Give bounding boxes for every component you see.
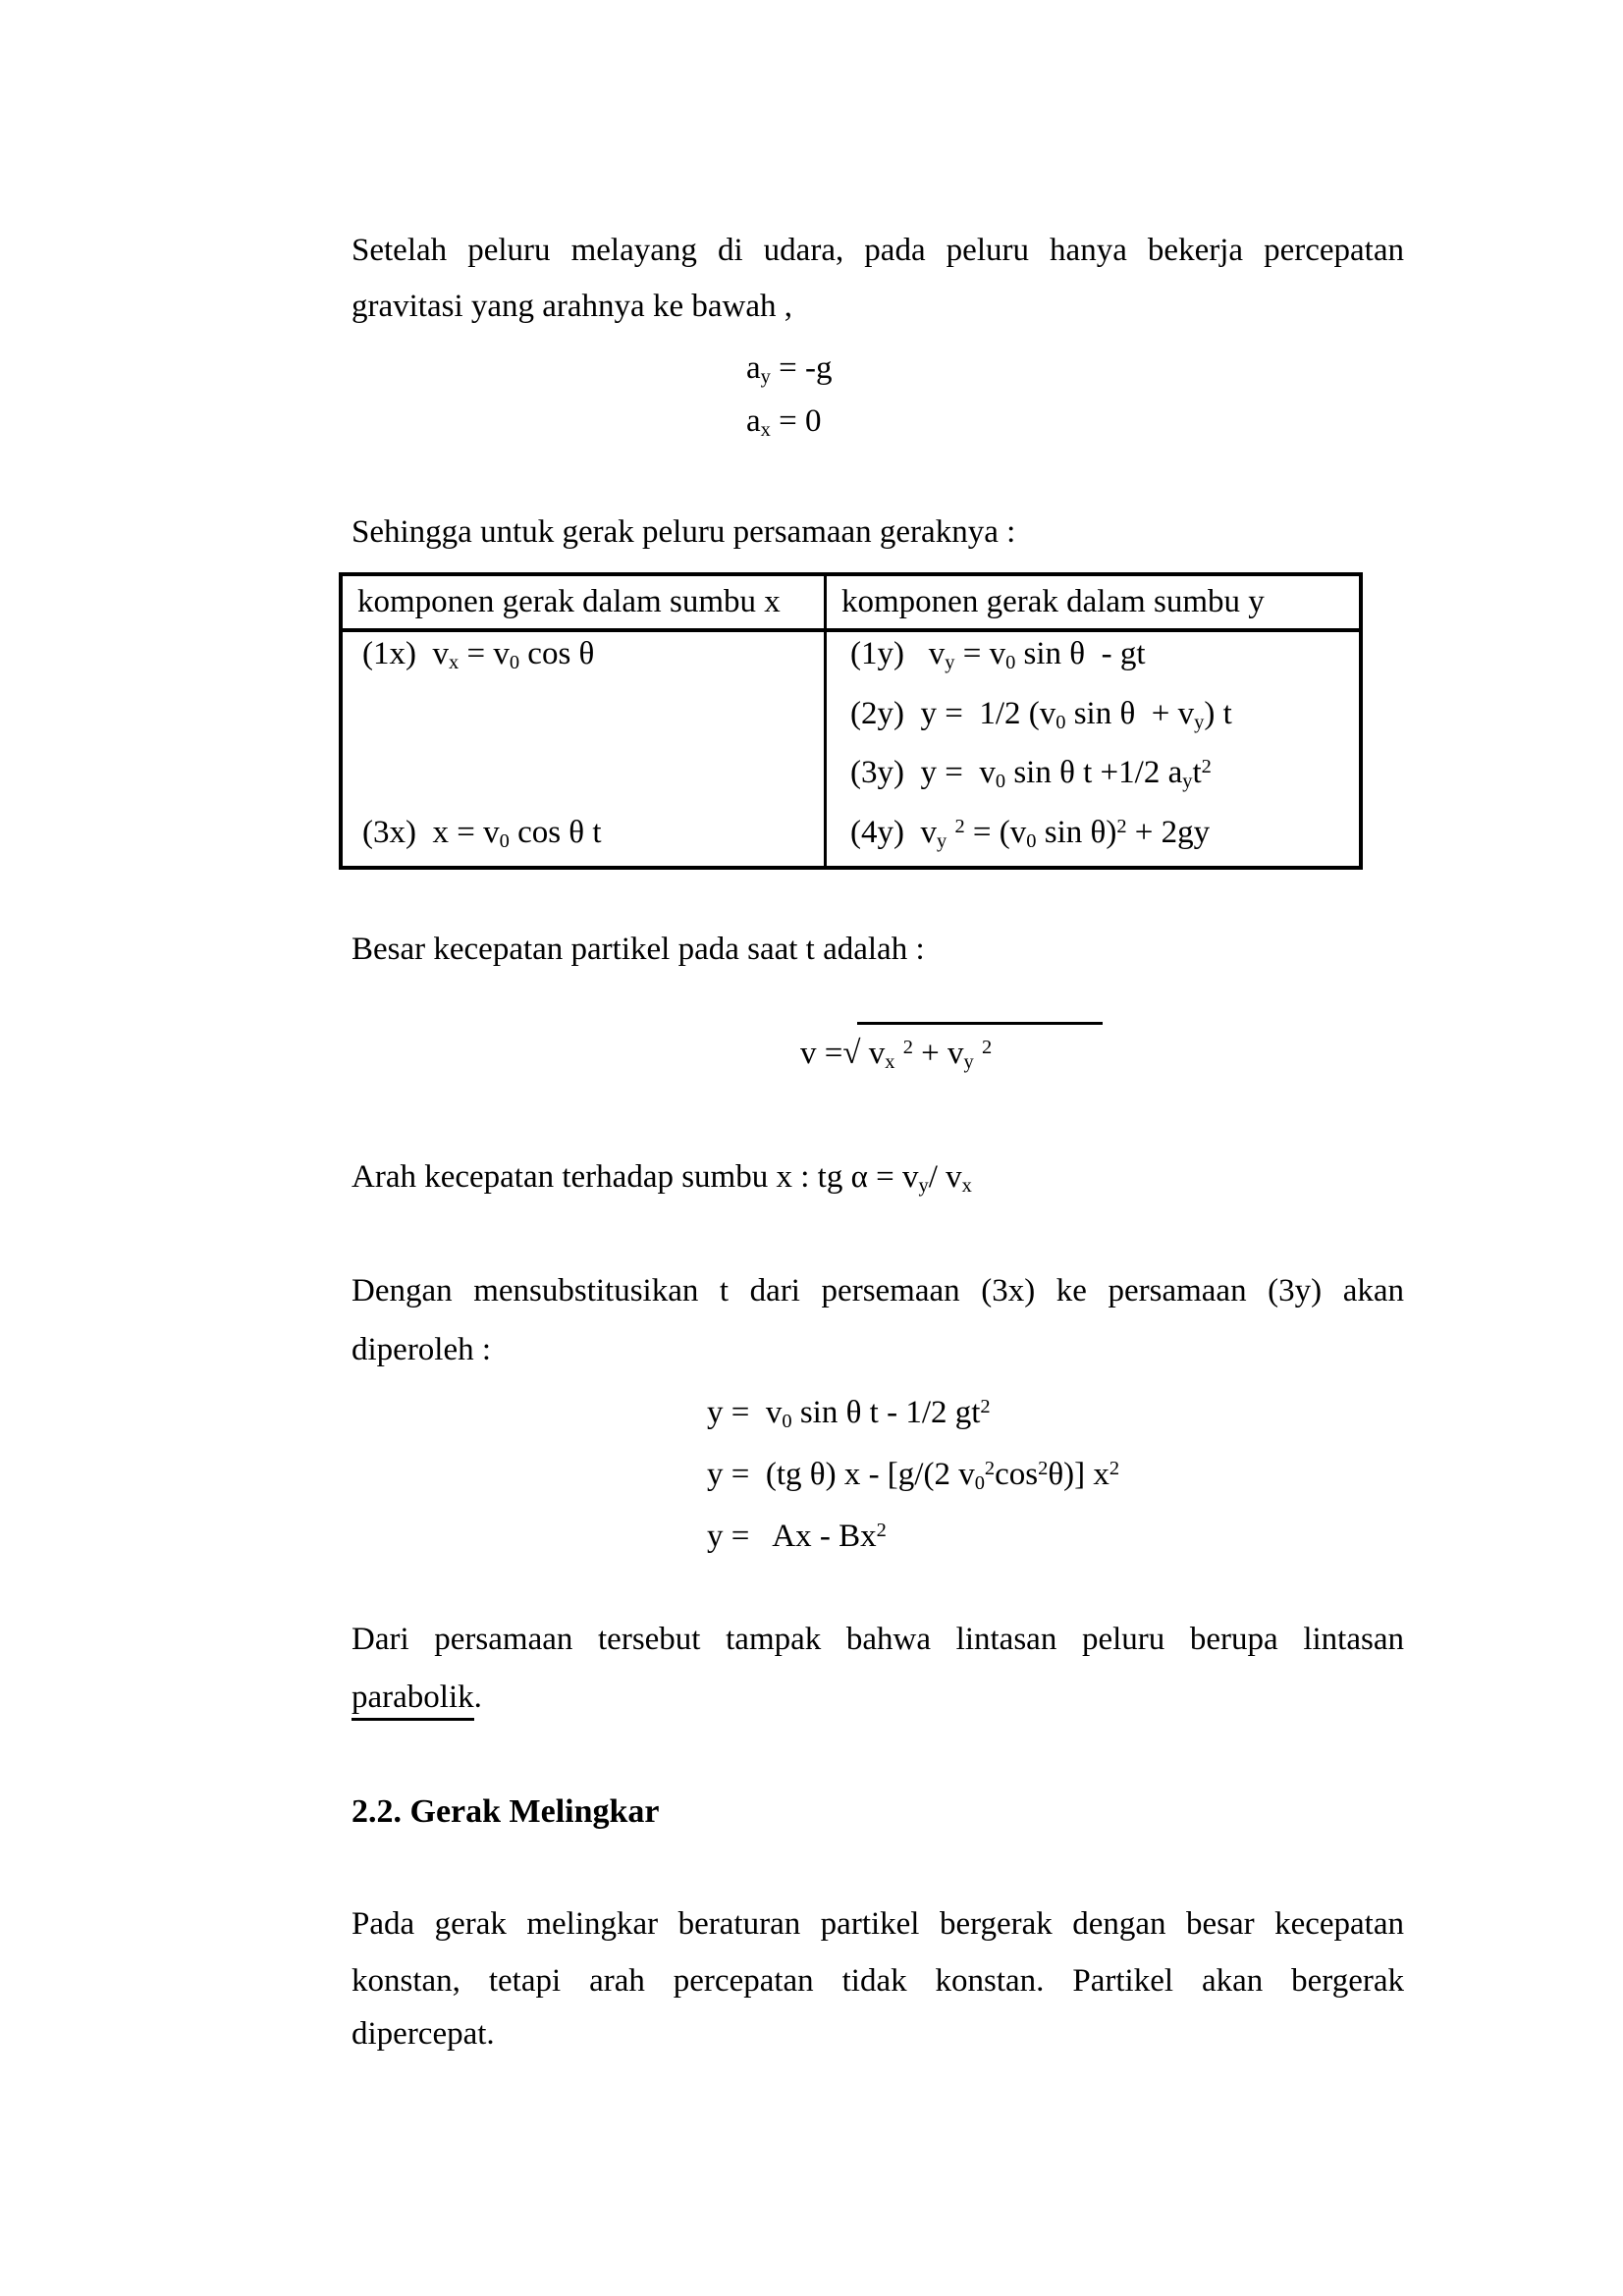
equation-1x: (1x) $v_x = v_0$ cos θ [362,636,595,673]
table-body-row [343,632,1359,866]
paragraph-dari-line1: Dari persamaan tersebut tampak bahwa lintasan peluru berupa lintasan [352,1622,1404,1657]
sqrt-overline [857,1022,1103,1025]
equation-4y: (4y) $v_y$ $^2 = (v_0$ sin θ)$^2$ + 2gy [850,815,1211,852]
paragraph-sehingga: Sehingga untuk gerak peluru persamaan geraknya : [352,514,1016,550]
motion-components-table [339,572,1363,870]
equation-3x: (3x) $x = v_0$ cos θ t [362,815,602,852]
paragraph-pada-line3: dipercepat. [352,2016,495,2052]
table-header-sumbu-x: komponen gerak dalam sumbu x [357,584,781,619]
paragraph-pada-line1: Pada gerak melingkar beraturan partikel bergerak dengan besar kecepatan [352,1906,1404,1942]
table-cell-sumbu-y [824,632,1359,866]
paragraph-dari-line2 [352,1679,482,1717]
equation-3y: (3y) $y = v_0$ sin θ t +1/2 $a_yt^2$ [850,755,1212,792]
table-header-row [343,576,1359,632]
parabolik-underlined-word: parabolik [352,1680,474,1721]
table-header-sumbu-y: komponen gerak dalam sumbu y [824,576,1359,628]
equation-1y: (1y) $v_y = v_0$ sin θ - gt [850,636,1146,673]
equation-trajectory-3: y = Ax - Bx$^2$ [707,1519,887,1554]
paragraph-besar-kecepatan: Besar kecepatan partikel pada saat t adalah : [352,932,925,967]
parabolik-period: . [473,1680,482,1715]
paragraph-pada-line2: konstan, tetapi arah percepatan tidak konstan. Partikel akan bergerak [352,1963,1404,1999]
equation-2y: (2y) y = 1/2 ($v_0$ $\sin \theta + v_y$) t [850,696,1232,733]
paragraph-setelah-line2: gravitasi yang arahnya ke bawah , [352,289,792,324]
equation-trajectory-1: $y = v_0$ sin θ t - 1/2 $gt^2$ [707,1395,991,1432]
equation-trajectory-2: y = (tg θ) x - [g/(2 $v_0^2\cos^2\theta$)] $x^2$ [707,1457,1120,1494]
equation-ay: $a_y = -g$ [746,350,833,388]
paragraph-dengan-line2: diperoleh : [352,1332,492,1367]
section-heading-gerak-melingkar: 2.2. Gerak Melingkar [352,1793,660,1830]
paragraph-dengan-line1: Dengan mensubstitusikan t dari persemaan (3x) ke persamaan (3y) akan [352,1273,1404,1308]
paragraph-arah-kecepatan: Arah kecepatan terhadap sumbu x : tg $\alpha = v_y/$ $v_x$ [352,1159,972,1197]
equation-speed-magnitude: v =√ $v_x$ $^2 + v_y$ $^2$ [800,1036,993,1073]
equation-ax: $a_x = 0$ [746,403,822,441]
table-cell-sumbu-x [343,632,824,866]
paragraph-setelah-line1: Setelah peluru melayang di udara, pada peluru hanya bekerja percepatan [352,233,1404,268]
